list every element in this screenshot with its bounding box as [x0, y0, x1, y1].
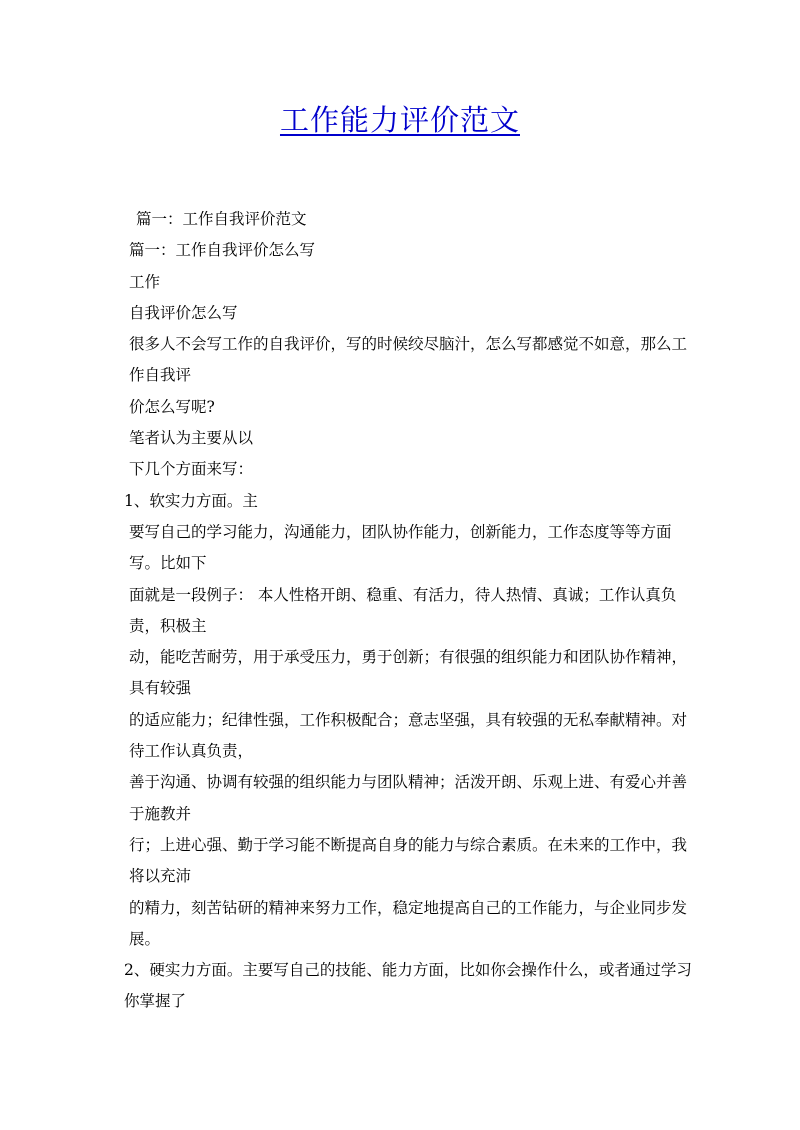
section-heading: 篇一：工作自我评价范文 — [136, 210, 307, 228]
paragraph: 2、硬实力方面。主要写自己的技能、能力方面，比如你会操作什么，或者通过学习你掌握了 — [124, 961, 692, 1011]
paragraph: 行；上进心强、勤于学习能不断提高自身的能力与综合素质。在未来的工作中，我将以充沛 — [129, 835, 688, 886]
paragraph: 要写自己的学习能力，沟通能力，团队协作能力，创新能力，工作态度等等方面写。比如下 — [129, 522, 672, 573]
paragraph-line: 下几个方面来写： — [129, 460, 254, 479]
paragraph-line: 1、软实力方面。主 — [124, 491, 258, 510]
paragraph: 很多人不会写工作的自我评价，写的时候绞尽脑汁，怎么写都感觉不如意，那么工作自我评 — [129, 335, 688, 385]
paragraph-line: 价怎么写呢? — [129, 397, 215, 416]
document-title-link[interactable]: 工作能力评价范文 — [279, 103, 520, 137]
paragraph: 动，能吃苦耐劳，用于承受压力，勇于创新；有很强的组织能力和团队协作精神，具有较强 — [129, 648, 688, 698]
paragraph-line: 笔者认为主要从以 — [129, 429, 254, 448]
paragraph: 面就是一段例子： 本人性格开朗、稳重、有活力，待人热情、真诚；工作认真负责，积极主 — [129, 585, 677, 635]
paragraph: 的精力，刻苦钻研的精神来努力工作，稳定地提高自己的工作能力，与企业同步发展。 — [129, 898, 688, 948]
paragraph-line: 工作 — [129, 272, 161, 291]
paragraph: 的适应能力；纪律性强，工作积极配合；意志坚强，具有较强的无私奉献精神。对待工作认真负责， — [129, 710, 688, 761]
subsection-heading: 篇一：工作自我评价怎么写 — [129, 241, 316, 260]
document-title — [0, 98, 800, 142]
paragraph-line: 自我评价怎么写 — [129, 303, 238, 322]
paragraph: 善于沟通、协调有较强的组织能力与团队精神；活泼开朗、乐观上进、有爱心并善于施教并 — [129, 773, 688, 823]
document-body — [119, 204, 694, 1018]
